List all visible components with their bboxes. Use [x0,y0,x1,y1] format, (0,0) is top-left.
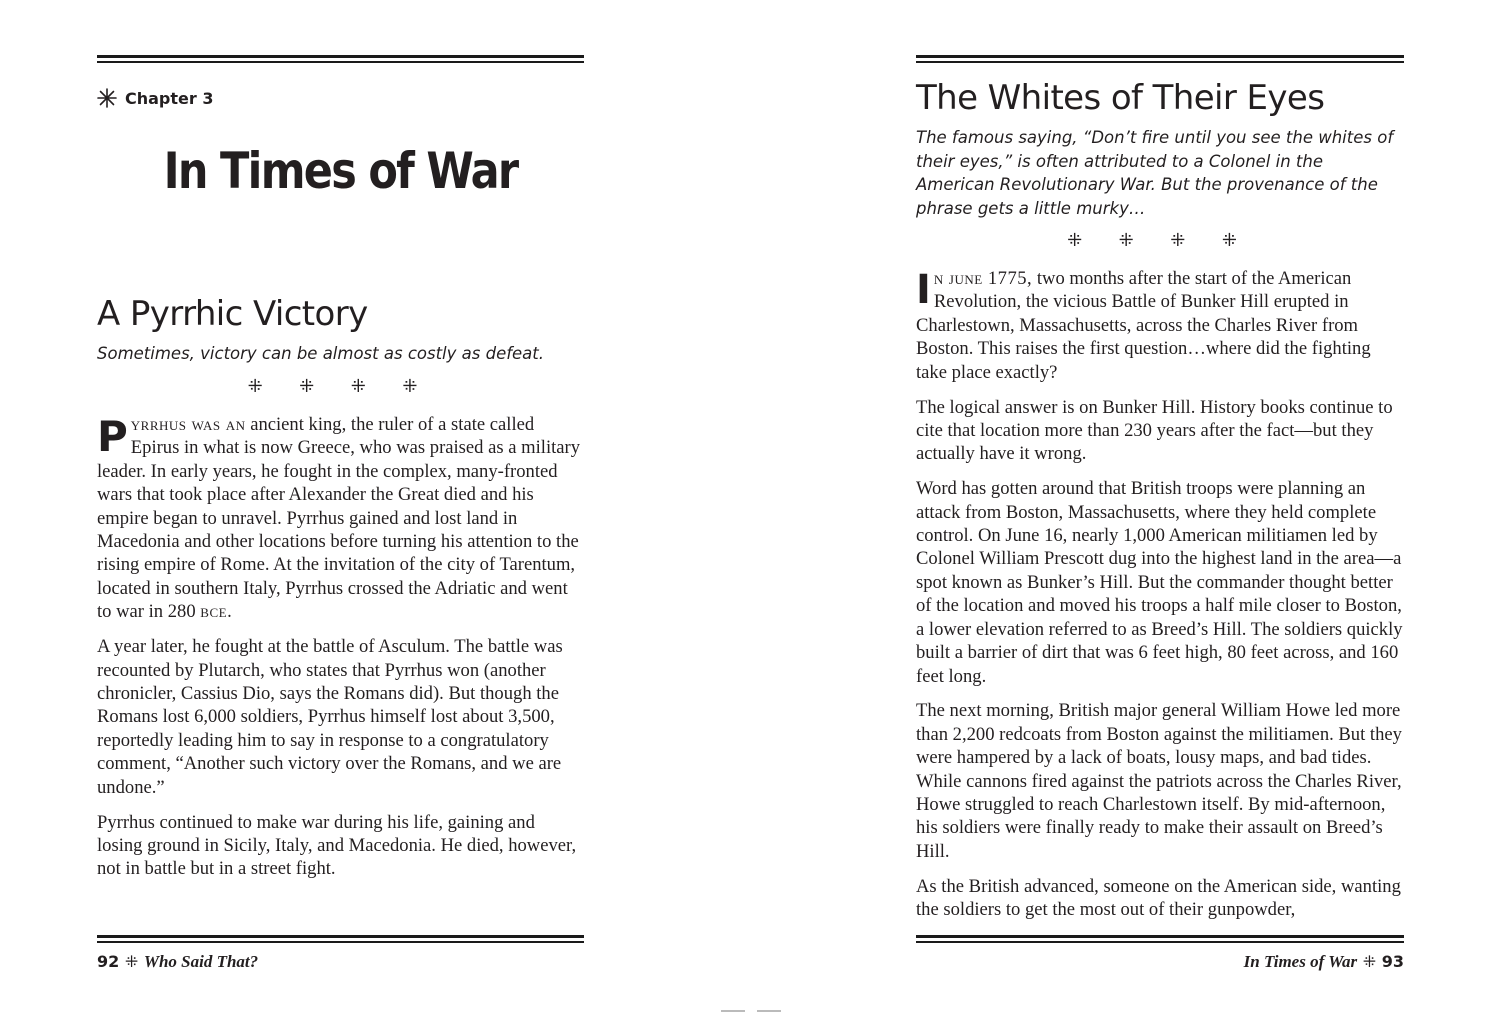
section-title: A Pyrrhic Victory [97,294,368,334]
section-title: The Whites of Their Eyes [916,78,1325,118]
paragraph: The next morning, British major general William Howe led more than 2,200 redcoats from Boston against the militiamen. But they were hampered by a lack of boats, lousy maps, and bad tides. While cannons fired against the patriots across the Charles River, Howe struggled to reach Charlestown itself. By mid-afternoon, his soldiers were finally ready to make their assault on Breed’s Hill. [916,700,1402,862]
chapter-number: Chapter 3 [125,88,214,108]
paragraph: Word has gotten around that British troops were planning an attack from Boston, Massachusetts, where they held complete control. On June 16, nearly 1,000 American militiamen led by Colonel William Prescott dug into the highest land in the area—a spot known as Bunker’s Hill. But the commander thought better of the location and moved his troops a half mile closer to Boston, a lower elevation referred to as Breed’s Hill. The soldiers quickly built a barrier of dirt that was 6 feet high, 80 feet across, and 160 feet long. [916,478,1403,687]
paragraph-end: . [227,601,232,623]
paragraph: A year later, he fought at the battle of Asculum. The battle was recounted by Plutarch, who states that Pyrrhus won (another chronicler, Cassius Dio, says the Romans did). But though the Romans lost 6,000 soldiers, Pyrrhus himself lost about 3,500, reportedly leading him to say in response to a congratulatory comment, “Another such victory over the Romans, and we are undone.” [97,636,563,798]
drop-cap: P [97,412,128,461]
left-page [97,0,584,1012]
footer [97,952,258,972]
bottom-rule [97,935,584,943]
section-ornament: ⁜ ⁜ ⁜ ⁜ [247,376,434,396]
chapter-label [97,88,213,108]
top-rule [97,55,584,63]
right-page [916,0,1404,1012]
footer [1244,952,1404,972]
footer-separator-icon: ⁜ [124,954,139,971]
body-text [97,413,584,892]
section-intro: Sometimes, victory can be almost as costly as defeat. [97,344,545,363]
page-number: 93 [1381,952,1404,971]
paragraph: Pyrrhus continued to make war during his life, gaining and losing ground in Sicily, Italy, and Macedonia. He died, however, not in battle but in a street fight. [97,811,577,880]
lead-smallcaps: yrrhus was an [130,414,246,435]
paragraph-text: ancient king, the ruler of a state called Epirus in what is now Greece, who was praised as a military leader. In early years, he fought in the complex, many-fronted wars that took place after Alexander the Great died and his empire began to unravel. Pyrrhus gained and lost land in Macedonia and other locations before turning his attention to the rising empire of Rome. At the invitation of the city of Tarentum, located in southern Italy, Pyrrhus crossed the Adriatic and went to war in 280 [97,414,581,623]
era-abbrev: bce [200,601,228,623]
running-title: In Times of War [1243,952,1358,971]
paragraph: The logical answer is on Bunker Hill. History books continue to cite that location more than 230 years after the fact—but they actually have it wrong. [916,396,1393,465]
paragraph-text: two months after the start of the American Revolution, the vicious Battle of Bunker Hill erupted in Charlestown, Massachusetts, across the Charles River from Boston. This raises the first question…where did the fighting take place exactly? [916,268,1371,383]
section-intro: The famous saying, “Don’t fire until you see the whites of their eyes,” is often attributed to a Colonel in the American Revolutionary War. But the provenance of the phrase gets a little murky… [916,128,1394,218]
chapter-title: In Times of War [163,142,518,200]
drop-cap: I [916,267,931,313]
lead-smallcaps: n june 1775, [933,268,1033,289]
top-rule [916,55,1404,63]
footer-separator-icon: ⁜ [1362,954,1377,971]
bottom-rule [916,935,1404,943]
paragraph [97,413,584,624]
body-text [916,267,1404,933]
asterisk-ornament-icon [97,88,117,108]
page-number: 92 [97,952,120,971]
running-title: Who Said That? [143,952,259,971]
paragraph: As the British advanced, someone on the American side, wanting the soldiers to get the most out of their gunpowder, [916,875,1401,921]
paragraph [916,267,1404,384]
section-ornament: ⁜ ⁜ ⁜ ⁜ [1067,230,1253,250]
